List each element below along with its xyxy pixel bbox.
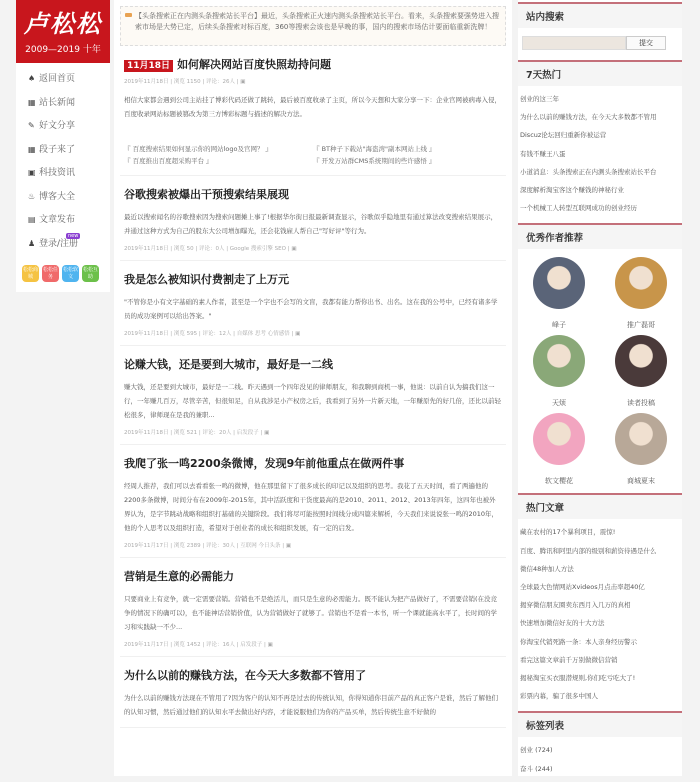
- author-avatar[interactable]: [533, 335, 585, 387]
- nav-item-label: 段子来了: [39, 144, 76, 155]
- hot-articles-widget: [518, 493, 682, 709]
- quick-links: [16, 261, 110, 292]
- post-title-link[interactable]: 营销是生意的必需能力: [124, 570, 234, 583]
- notice-banner[interactable]: [120, 6, 506, 46]
- nav-item[interactable]: [16, 161, 110, 185]
- post-excerpt: 为什么以前的赚钱方法现在不管用了?因为客户的认知不再是过去的传统认知，你得知道你目前产品的真正客户是谁，然后了解他们的认知习惯，然后通过他们的认知水平去做出好内容，才能说服他们为你的产品买单，然后传统生意不好做的: [124, 694, 498, 716]
- related-link[interactable]: 『 百度推出百度超采购平台 』: [124, 157, 213, 165]
- hot7-title: 7天热门: [518, 62, 682, 86]
- hot-link[interactable]: 看完这篇文章前千万别做微信营销: [520, 655, 618, 664]
- author-name: 读者投稿: [627, 399, 655, 408]
- post-item: [120, 346, 506, 445]
- hot-link[interactable]: 藏在农村的17个暴利项目，震惊!: [520, 528, 616, 537]
- post-item: [120, 445, 506, 558]
- author-card[interactable]: [600, 413, 682, 487]
- hot7-link[interactable]: Discuz论坛回归重新你被运营: [520, 131, 607, 140]
- post-date-badge: 11月18日: [124, 60, 173, 72]
- post-item: [120, 46, 506, 176]
- site-logo[interactable]: [16, 0, 110, 63]
- author-card[interactable]: [518, 413, 600, 487]
- tags-link[interactable]: 创业 (724): [520, 746, 553, 755]
- right-sidebar: [518, 0, 682, 776]
- hot7-link[interactable]: 小道消息：头条搜索正在内测头条搜索站长平台: [520, 167, 657, 176]
- hot-articles-title: 热门文章: [518, 495, 682, 519]
- post-meta: 2019年11月18日 | 浏览 521 | 评论：20人 | 启发段子 | ▣: [124, 430, 270, 436]
- nav-item-label: 科技资讯: [39, 168, 76, 178]
- post-meta: 2019年11月18日 | 浏览 50 | 评论：0人 | Google 搜索引擎 SEO | ▣: [124, 246, 297, 252]
- post-title-link[interactable]: 如何解决网站百度快照劫持问题: [177, 58, 332, 71]
- nav-item[interactable]: [16, 232, 110, 256]
- tags-link[interactable]: 奋斗 (244): [520, 764, 553, 773]
- post-excerpt: 只要商业上有竞争，就一定需要营销。营销也不是绝活儿，而只是生意的必需能力。既不能认为把产品做好了，不需要营销(在没竞争的情况下的确可以)，也不能神话营销价值，认为营销做好了就够了。营销也不是看一本书，听一个课就能高水平了，长时间的学习和实践缺一不少...: [124, 595, 498, 631]
- search-title: 站内搜索: [518, 4, 682, 28]
- post-title-link[interactable]: 我爬了张一鸣2200条微博，发现9年前他重点在做两件事: [124, 457, 405, 470]
- search-input[interactable]: [522, 36, 626, 50]
- post-title-row: [124, 568, 502, 584]
- image-icon: ▣: [28, 168, 36, 177]
- post-excerpt: 相信大家都会遇到公司主站挂了博彩代码还做了跳转，最后被百度收录了主页，所以今天想和大家分享一下：企业官网被病毒入侵，百度收录网站标题被篡改为第三方博彩标题与描述的解决方法。: [124, 96, 501, 118]
- post-meta: 2019年11月18日 | 浏览 595 | 评论：12人 | 自媒体 思考 心情感悟 | ▣: [124, 331, 301, 337]
- hot-link[interactable]: 你淘宝代销死路一条：本人亲身经历警示: [520, 637, 637, 646]
- author-avatar[interactable]: [615, 413, 667, 465]
- tags-title: 标签列表: [518, 713, 682, 737]
- grid-icon: ▦: [28, 144, 36, 154]
- hot-link[interactable]: 彩票内幕，骗了很多中国人: [520, 692, 598, 701]
- hot7-link[interactable]: 一个机械工人转型互联网成功的创业经历: [520, 204, 637, 213]
- nav-item-label: 返回首页: [39, 74, 76, 84]
- hot-link[interactable]: 快速增加微信好友的十大方法: [520, 619, 605, 628]
- new-badge: new: [68, 232, 79, 239]
- main-nav: [16, 63, 110, 261]
- hot-link[interactable]: 揭秘淘宝买衣服潜规则,你们吃亏吃大了!: [520, 674, 636, 683]
- post-item: [120, 558, 506, 657]
- post-title-row: [124, 271, 502, 287]
- hot7-widget: [518, 60, 682, 221]
- authors-widget: [518, 223, 682, 491]
- author-name: 峰子: [552, 321, 566, 330]
- home-icon: ♠: [28, 74, 36, 83]
- post-item: [120, 657, 506, 728]
- authors-title: 优秀作者推荐: [518, 225, 682, 249]
- left-sidebar: [16, 0, 110, 776]
- pen-icon: ✎: [28, 121, 35, 130]
- hot-link[interactable]: 揭穿微信朋友圈卖东西月入几万的真相: [520, 601, 631, 610]
- nav-item-label: 博客大全: [39, 191, 76, 202]
- post-excerpt: 经周人推荐，我们可以去看看张一鸣的微博，他在那里留下了很多成长的印记以及组织的思考。我花了五天时间，看了两遍他的2200多条微博，时间分布在2009年-2015年，其中活跃度和干货度最高的是2010、2011、2012、2013年四年，这四年也被外界认为，是字节跳动战略和组织打基础的关键阶段。我们将尽可能按照时间线分成四篇来解析，今天我们来说说张一鸣的2010年，他的个人思考以及组织打造，希望对于创业者的成长和组织发展，有一定的启发。: [124, 482, 499, 532]
- author-avatar[interactable]: [615, 335, 667, 387]
- nav-item[interactable]: [16, 138, 110, 162]
- nav-item-label: 站长新闻: [39, 97, 76, 108]
- tags-widget: [518, 711, 682, 781]
- post-list: [120, 46, 506, 728]
- nav-item[interactable]: [16, 208, 110, 232]
- related-links: [124, 143, 502, 167]
- quick-link-tile[interactable]: 松松商城: [22, 267, 38, 280]
- fire-icon: ♨: [28, 191, 36, 201]
- related-link[interactable]: 『 百度搜索结果如何显示你的网站logo及官网？ 』: [124, 145, 273, 153]
- post-item: [120, 261, 506, 346]
- search-submit-button[interactable]: 提交: [626, 36, 666, 50]
- author-avatar[interactable]: [615, 257, 667, 309]
- author-card[interactable]: [518, 335, 600, 409]
- hot-link[interactable]: 微信48种加人方法: [520, 564, 574, 573]
- author-card[interactable]: [600, 335, 682, 409]
- post-title-row: [124, 455, 502, 471]
- hot-link[interactable]: 百度、腾讯和阿里内部的级别和薪资待遇是什么: [520, 546, 657, 555]
- news-icon: ▦: [28, 97, 36, 107]
- author-card[interactable]: [518, 257, 600, 331]
- hot7-link[interactable]: 深度解析淘宝客这个赚钱的神秘行业: [520, 186, 624, 195]
- post-excerpt: "不管你是小有文字基础的素人作者，甚至是一个字也不会写的文盲，我都有能力帮你出书、出名。这在我的公号中，已经有诸多学员的成功案例可以给出答案。": [124, 298, 498, 320]
- post-title-link[interactable]: 论赚大钱，还是要到大城市，最好是一二线: [124, 358, 333, 371]
- quick-link-tile[interactable]: 松松任务: [42, 267, 58, 280]
- main-content: [114, 0, 512, 776]
- nav-item[interactable]: [16, 67, 110, 91]
- post-meta: 2019年11月18日 | 浏览 1150 | 评论：26人 | ▣: [124, 79, 246, 85]
- notice-text: 【头条搜索正在内测头条搜索站长平台】最近，头条搜索正火速内测头条搜索站长平台。看来，头条搜索要强势进入搜索市场是大势已定，后续头条搜索对标百度，360等搜索会该也是早晚的事，国内的搜索市场估计要面临重新洗牌！: [135, 12, 499, 31]
- hot7-link[interactable]: 创业的这三年: [520, 95, 559, 103]
- post-title-link[interactable]: 谷歌搜索被爆出干预搜索结果展现: [124, 188, 289, 201]
- nav-item-label: 好文分享: [39, 121, 76, 131]
- post-item: [120, 176, 506, 261]
- related-link[interactable]: 『 BT种子下载站"海盗湾"副本网站上线 』: [313, 145, 436, 153]
- post-meta: 2019年11月17日 | 浏览 2389 | 评论：30人 | 互联网 今日头条 | ▣: [124, 543, 292, 549]
- post-excerpt: 赚大钱，还是要到大城市，最好是一二线。昨天遇到一个四年没见的律师朋友，和我聊到商机一事，他说：以前自认为搞我们这一行，一年赚几百万，尽管辛苦，但很知足，自从我涉足小产权房之后，我看到了另外一片新天地，一年赚原先的好几倍，还比以前轻松很多，律师现在是我的兼职...: [124, 383, 501, 419]
- author-name: 商城夏末: [627, 477, 655, 486]
- hot-link[interactable]: 全球最大色情网站Xvideos月点击率超40亿: [520, 583, 645, 592]
- nav-item[interactable]: [16, 185, 110, 209]
- hot7-link[interactable]: 有钱不赚王八蛋: [520, 149, 566, 158]
- post-title-link[interactable]: 我是怎么被知识付费割走了上万元: [124, 273, 289, 286]
- author-avatar[interactable]: [533, 413, 585, 465]
- author-name: 软文樱花: [545, 477, 573, 486]
- post-excerpt: 最近以搜索闻名的谷歌搜索因为搜索问题摊上事了!根据华尔街日报最新调查显示，谷歌似乎隐地里有通过算法改变搜索结果展示，并通过这种方式为自己的股东大公司增加曝光，还会花钱雇人帮自己"写好评"等行为。: [124, 213, 498, 235]
- notice-tag-icon: [125, 13, 132, 17]
- author-name: 天烦: [552, 399, 566, 408]
- post-title-row: [124, 356, 502, 372]
- nav-item[interactable]: [16, 114, 110, 138]
- edit-icon: ▤: [28, 215, 36, 224]
- search-widget: [518, 2, 682, 58]
- logo-title: 卢松松: [24, 9, 102, 38]
- post-meta: 2019年11月17日 | 浏览 1452 | 评论：16人 | 启发段子 | ▣: [124, 642, 273, 648]
- quick-link-tile[interactable]: 松松软文: [62, 267, 78, 280]
- post-title-row: [124, 186, 502, 202]
- hot7-link[interactable]: 为什么以前的赚钱方法，在今天大多数都不管用: [520, 113, 657, 122]
- author-avatar[interactable]: [533, 257, 585, 309]
- post-title-row: [124, 56, 502, 72]
- author-card[interactable]: [600, 257, 682, 331]
- nav-item-label: 文章发布: [39, 215, 76, 225]
- nav-item[interactable]: [16, 91, 110, 115]
- quick-link-tile[interactable]: 松松互助: [82, 267, 98, 280]
- user-icon: ♟: [28, 238, 36, 248]
- post-title-link[interactable]: 为什么以前的赚钱方法，在今天大多数都不管用了: [124, 669, 366, 682]
- logo-years: 2009—2019 十年: [25, 45, 101, 55]
- nav-item-label: 登录/注册: [39, 238, 79, 249]
- author-name: 推广磊哥: [627, 321, 655, 330]
- related-link[interactable]: 『 开发万站群CMS系统期间的些许感悟 』: [313, 157, 436, 165]
- post-title-row: [124, 667, 502, 683]
